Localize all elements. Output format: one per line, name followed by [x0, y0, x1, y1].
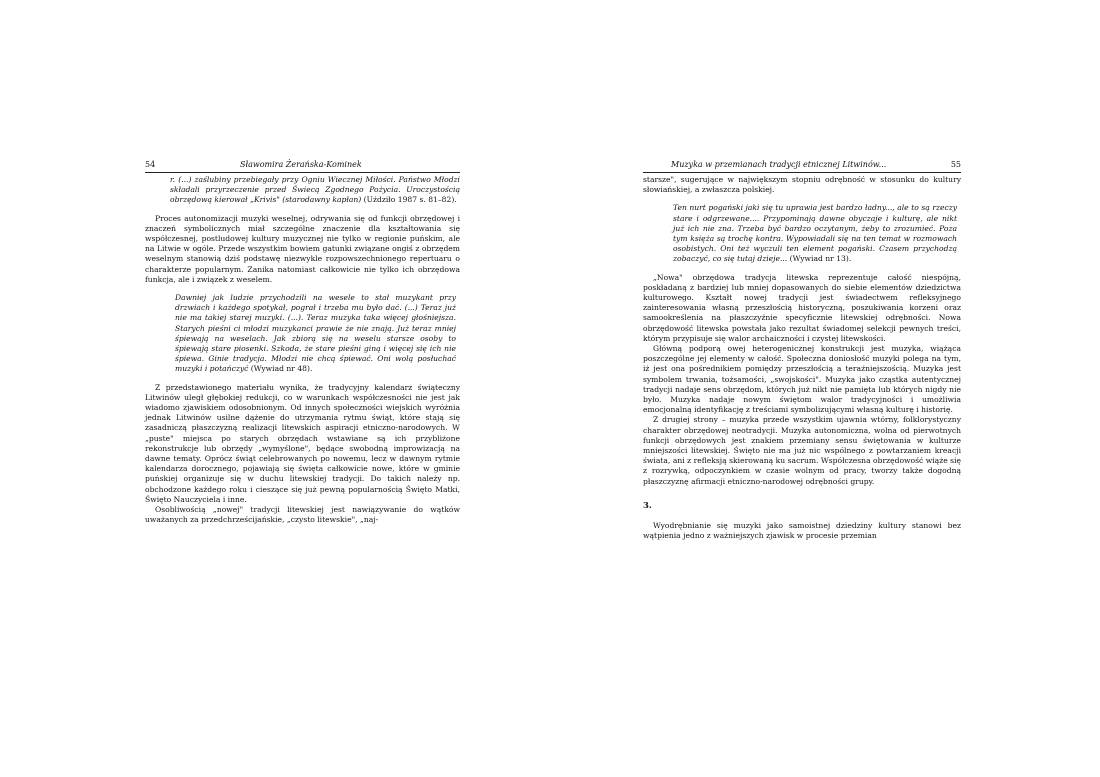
quote-source: (Wywiad nr 13). — [787, 254, 852, 264]
quote-text: Ten nurt pogański jaki się tu uprawia jest bardzo ładny..., ale to są rzeczy stare i odgrzewane.... Przypominają dawne obyczaje i kulturę, ale nikt już ich nie zna. Trzeba być bardzo oczytanym, żeby to zrozumieć. Poza tym księża są trochę kontra. Wypowiadali się na ten temat w rozmowach osobistych. Oni też wyczuli ten element pogański. Czasem przychodzą zobaczyć, co się tutaj dzieje... — [673, 203, 957, 264]
footnote-continuation — [145, 175, 460, 206]
footnote-italic-text: r. (...) zaślubiny przebiegały przy Ogniu Wiecznej Miłości. Państwo Młodzi składali przyrzeczenie przed Świecą Zgodnego Pożycia. Uroczystością obrzędową kierował „Krivis" (starodawny kapłan) — [170, 175, 460, 205]
quote-source: (Wywiad nr 48). — [248, 364, 313, 374]
paragraph-continuation: starsze", sugerujące w największym stopniu odrębność w stosunku do kultury słowiańskiej, a zwłaszcza polskiej. — [643, 175, 961, 195]
block-quote — [673, 203, 957, 264]
running-head-title: Sławomira Żerańska-Kominek — [240, 160, 362, 169]
running-head — [643, 160, 961, 173]
paragraph: „Nowa" obrzędowa tradycja litewska reprezentuje całość niespójną, poskładaną z bardziej lub mniej dopasowanych do siebie elementów dziedzictwa kulturowego. Kształt nowej tradycji jest świadectwem refleksyjnego zainteresowania własną przeszłością historyczną, poszukiwania korzeni oraz samookreślenia na płaszczyźnie specyficznie litewskiej odrębności. Nowa obrzędowość litewska powstała jako rezultat świadomej selekcji pewnych treści, którym przypisuje się walor archaiczności i czystej litewskości. — [643, 272, 961, 343]
section-number: 3. — [643, 500, 652, 511]
paragraph: Wyodrębnianie się muzyki jako samoistnej dziedziny kultury stanowi bez wątpienia jedno z ważniejszych zjawisk w procesie przemian — [643, 521, 961, 541]
block-quote — [175, 293, 456, 375]
running-head-title: Muzyka w przemianach tradycji etnicznej Litwinów... — [671, 160, 887, 169]
right-page — [643, 160, 961, 542]
footnote-source: (Uździło 1987 s. 81–82). — [361, 195, 457, 205]
left-page — [145, 160, 460, 526]
paragraph: Główną podporą owej heterogenicznej konstrukcji jest muzyka, wiążąca poszczególne jej elementy w całość. Społeczna doniosłość muzyki polega na tym, iż jest ona pośrednikiem pomiędzy przeszłością a teraźniejszością. Muzyka jest symbolem trwania, tożsamości, „swojskości". Muzyka jako cząstka autentycznej tradycji nadaje sens obrzędom, których już nikt nie pamięta lub których nigdy nie było. Muzyka nadaje nowym świętom walor tradycyjności i umożliwia emocjonalną identyfikację z treściami symbolizującymi własną kulturę i historię. — [643, 344, 961, 415]
page-number: 54 — [145, 160, 156, 169]
paragraph: Osobliwością „nowej" tradycji litewskiej jest nawiązywanie do wątków uważanych za przedchrześcijańskie, „czysto litewskie", „naj- — [145, 505, 460, 525]
paragraph: Z drugiej strony – muzyka przede wszystkim ujawnia wtórny, folklorystyczny charakter obrzędowej neotradycji. Muzyka autonomiczna, wolna od pierwotnych funkcji obrzędowych jest znakiem przemiany sensu świętowania w kulturze mniejszości litewskiej. Święto nie ma już nic wspólnego z powtarzaniem kreacji świata, ani z refleksją skierowaną ku sacrum. Współczesna obrzędowość wiąże się z rozrywką, odpoczynkiem w czasie wolnym od pracy, tworzy także dogodną płaszczyznę afirmacji etniczno-narodowej odrębności grupy. — [643, 415, 961, 486]
page-number: 55 — [950, 160, 961, 169]
paragraph: Z przedstawionego materiału wynika, że tradycyjny kalendarz świąteczny Litwinów uległ głębokiej redukcji, co w warunkach współczesności nie jest jak wiadomo zjawiskiem odosobnionym. Od innych społeczności wiejskich wyróżnia jednak Litwinów usilne dążenie do utrzymania rytmu świąt, które stają się zasadniczą płaszczyzną realizacji litewskich aspiracji etniczno-narodowych. W „puste" miejsca po starych obrzędach wstawiane są ich przybliżone rekonstrukcje lub obrzędy „wymyślone", będące swobodną improwizacją na dawne tematy. Oprócz świąt celebrowanych po nowemu, lecz w dawnym rytmie kalendarza dorocznego, pojawiają się święta całkowicie nowe, które w gminie puńskiej organizuje się w duchu litewskiej tradycji. Do takich należy np. obchodzone każdego roku i cieszące się już pewną popularnością Święto Matki, Święto Nauczyciela i inne. — [145, 382, 460, 504]
paragraph: Proces autonomizacji muzyki weselnej, odrywania się od funkcji obrzędowej i znaczeń symbolicznych miał szczególne znaczenie dla kształtowania się współczesnej, postludowej kultury muzycznej nie tylko w regionie puńskim, ale na Litwie w ogóle. Przede wszystkim bowiem gatunki związane ongiś z obrzędem weselnym stanowią dziś podstawę niezwykle rozpowszechnionego repertuaru o charakterze popularnym. Zanika natomiast całkowicie nie tylko ich obrzędowa funkcja, ale i związek z weselem. — [145, 213, 460, 284]
running-head — [145, 160, 460, 173]
quote-text: Dawniej jak ludzie przychodzili na wesele to stał muzykant przy drzwiach i każdego spotykał, pograł i trzeba mu było dać. (...) Teraz już nie ma takiej starej muzyki. (...). Teraz muzyka taka więcej głośniejsza. Starych pieśni ci młodzi muzykanci prawie że nie znają. Już teraz mniej śpiewają na weselach. Jak zbiorą się na weselu starsze osoby to śpiewają stare piosenki. Szkoda, że stare pieśni giną i więcej się ich nie śpiewa. Ginie tradycja. Młodzi nie chcą śpiewać. Oni wolą posłuchać muzyki i potańczyć — [175, 293, 456, 374]
